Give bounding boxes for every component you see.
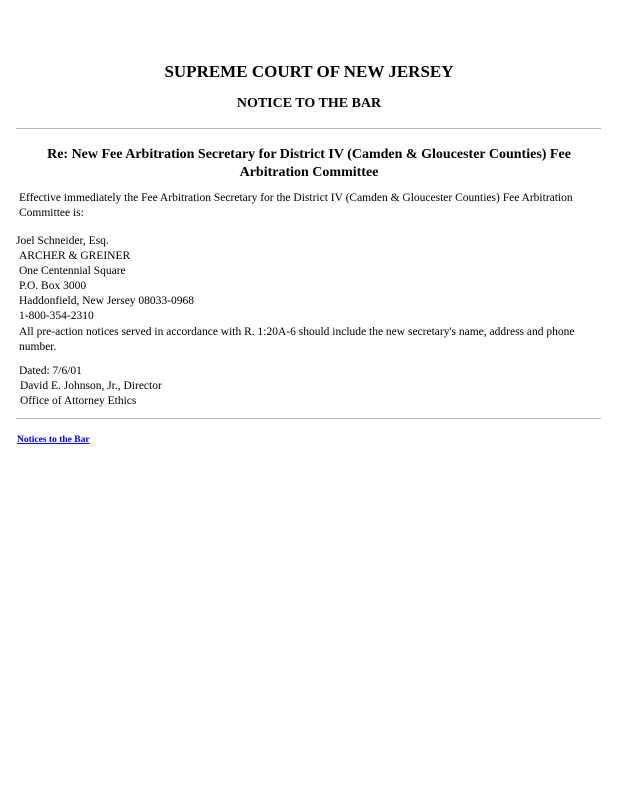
- address-line-street: One Centennial Square: [19, 265, 126, 277]
- re-heading: Re: New Fee Arbitration Secretary for District IV (Camden & Gloucester Counties) Fee Arbitration Committee: [47, 147, 571, 180]
- notices-to-the-bar-link[interactable]: Notices to the Bar: [17, 435, 90, 445]
- signer-name: David E. Johnson, Jr., Director: [20, 380, 162, 392]
- instruction-paragraph: All pre-action notices served in accordance with R. 1:20A-6 should include the new secretary's name, address and phone number.: [19, 326, 575, 353]
- address-line-pobox: P.O. Box 3000: [19, 280, 87, 292]
- secretary-address: [16, 234, 586, 324]
- address-line-city: Haddonfield, New Jersey 08033-0968: [19, 295, 195, 307]
- top-divider: [16, 128, 601, 129]
- signature-block: [19, 364, 589, 409]
- address-line-name: Joel Schneider, Esq.: [16, 235, 109, 247]
- intro-paragraph: Effective immediately the Fee Arbitration Secretary for the District IV (Camden & Gloucester Counties) Fee Arbitration Committee is:: [19, 192, 573, 219]
- page-title: SUPREME COURT OF NEW JERSEY: [164, 62, 454, 81]
- signer-office: Office of Attorney Ethics: [20, 395, 137, 407]
- address-line-phone: 1-800-354-2310: [19, 310, 94, 322]
- address-line-firm: ARCHER & GREINER: [19, 250, 131, 262]
- page-subtitle: NOTICE TO THE BAR: [236, 96, 382, 111]
- bottom-divider: [16, 418, 601, 419]
- dated-line: Dated: 7/6/01: [19, 365, 82, 377]
